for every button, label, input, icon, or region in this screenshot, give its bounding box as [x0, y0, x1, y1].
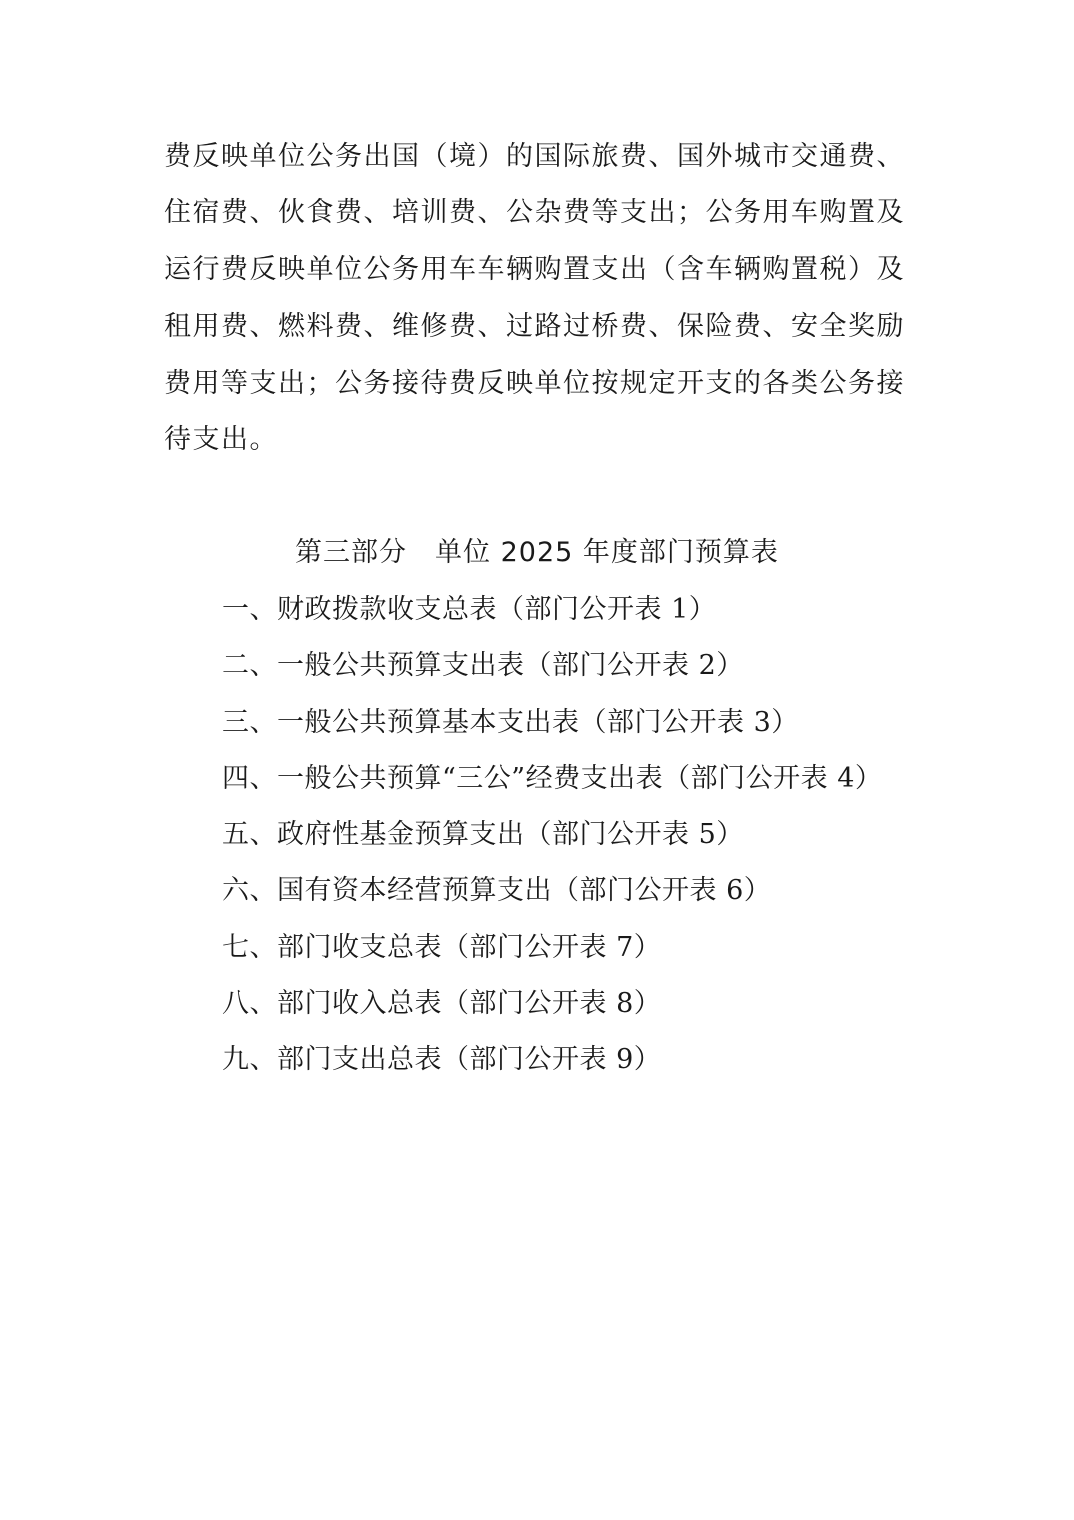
toc-item: 七、部门收支总表（部门公开表 7） — [222, 932, 662, 963]
paragraph-line: 运行费反映单位公务用车车辆购置支出（含车辆购置税）及 — [164, 254, 905, 285]
toc-item: 二、一般公共预算支出表（部门公开表 2） — [222, 650, 744, 681]
paragraph-line: 费反映单位公务出国（境）的国际旅费、国外城市交通费、 — [164, 141, 905, 172]
paragraph-line: 待支出。 — [164, 424, 278, 455]
paragraph-line: 租用费、燃料费、维修费、过路过桥费、保险费、安全奖励 — [164, 311, 905, 342]
toc-item: 五、政府性基金预算支出（部门公开表 5） — [222, 819, 744, 850]
paragraph-line: 住宿费、伙食费、培训费、公杂费等支出；公务用车购置及 — [164, 197, 905, 228]
toc-item: 四、一般公共预算“三公”经费支出表（部门公开表 4） — [222, 763, 883, 794]
section-title: 第三部分 单位 2025 年度部门预算表 — [295, 537, 779, 568]
toc-item: 三、一般公共预算基本支出表（部门公开表 3） — [222, 707, 799, 738]
paragraph-line: 费用等支出；公务接待费反映单位按规定开支的各类公务接 — [164, 368, 905, 399]
toc-item: 六、国有资本经营预算支出（部门公开表 6） — [222, 875, 772, 906]
toc-item: 九、部门支出总表（部门公开表 9） — [222, 1044, 662, 1075]
toc-item: 一、财政拨款收支总表（部门公开表 1） — [222, 594, 717, 625]
toc-item: 八、部门收入总表（部门公开表 8） — [222, 988, 662, 1019]
